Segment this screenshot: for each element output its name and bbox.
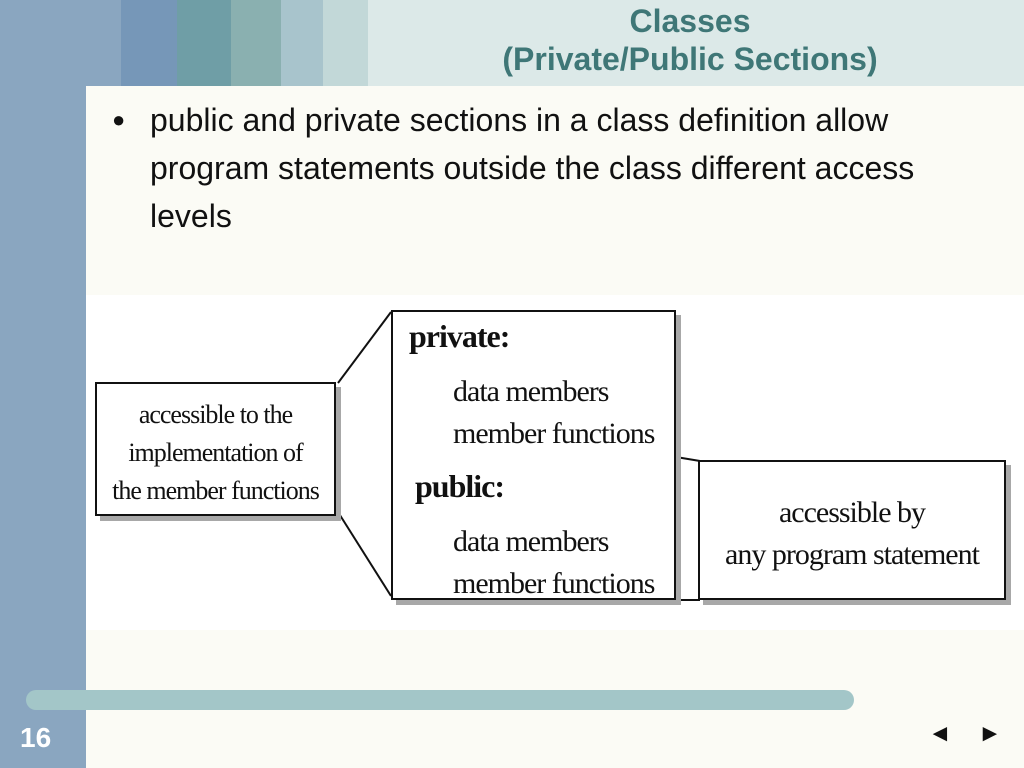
connector-line <box>338 312 391 383</box>
next-slide-button[interactable]: ► <box>978 720 1002 747</box>
bullet-text: public and private sections in a class definition allow program statements outside the class different access levels <box>150 102 915 234</box>
box-text-line: any program statement <box>725 538 979 571</box>
public-access-box <box>698 460 1006 600</box>
class-definition-box <box>391 310 676 600</box>
box-text-line: accessible to the <box>138 400 293 429</box>
box-text-line: accessible by <box>778 496 926 529</box>
implementation-access-box <box>95 382 336 516</box>
private-header: private: <box>409 318 510 354</box>
bullet-icon: ● <box>112 107 126 132</box>
public-header: public: <box>415 468 505 504</box>
page-number: 16 <box>20 722 52 753</box>
previous-slide-button[interactable]: ◄ <box>928 720 952 747</box>
private-item: data members <box>453 375 609 408</box>
title-line-2: (Private/Public Sections) <box>502 41 878 77</box>
title-line-1: Classes <box>629 3 751 39</box>
public-item: data members <box>453 525 609 558</box>
connector-line <box>676 457 700 461</box>
bottom-bar <box>26 690 854 710</box>
connector-line <box>338 512 391 596</box>
private-item: member functions <box>453 417 655 450</box>
box-text-line: the member functions <box>112 476 319 505</box>
box-text-line: implementation of <box>128 438 303 467</box>
public-item: member functions <box>453 567 655 600</box>
